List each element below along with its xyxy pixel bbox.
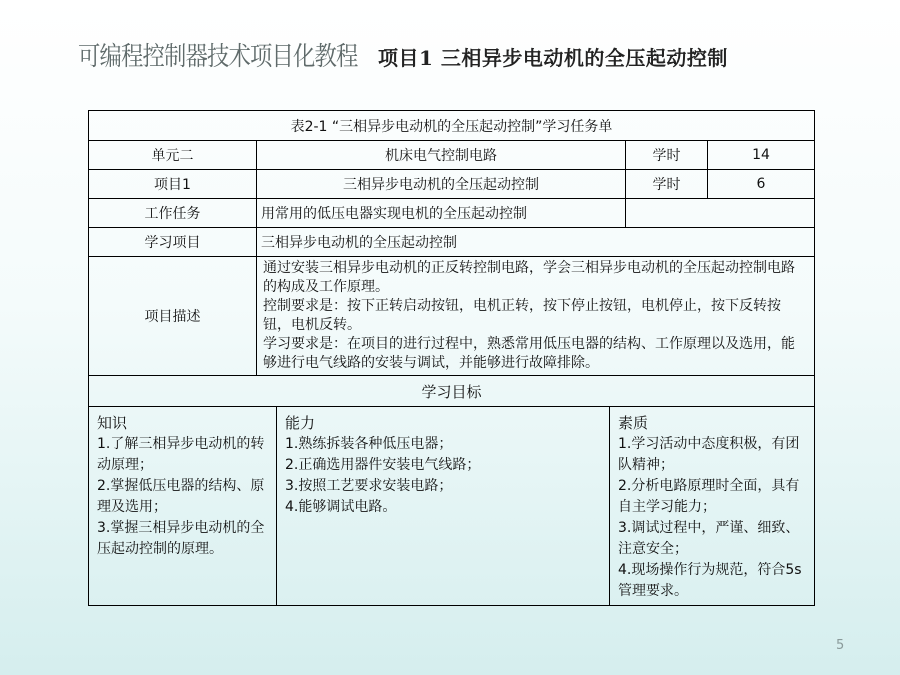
goal-column-knowledge xyxy=(89,407,277,605)
goal-item: 2.正确选用器件安装电气线路； xyxy=(285,457,481,473)
goal-item: 1.熟练拆装各种低压电器； xyxy=(285,436,453,452)
hours-value: 14 xyxy=(708,141,815,170)
description-paragraph: 学习要求是：在项目的进行过程中，熟悉常用低压电器的结构、工作原理以及选用，能够进行电气线路的安装与调试，并能够进行故障排除。 xyxy=(263,336,795,371)
description-paragraph: 通过安装三相异步电动机的正反转控制电路，学会三相异步电动机的全压起动控制电路的构成及工作原理。 xyxy=(263,260,795,295)
goals-heading-row xyxy=(89,376,815,407)
row-value-unit: 机床电气控制电路 xyxy=(257,141,626,170)
table-row xyxy=(89,141,815,170)
goal-item: 3.调试过程中，严谨、细致、注意安全； xyxy=(618,520,800,557)
goal-column-quality xyxy=(610,407,813,605)
goal-item: 3.按照工艺要求安装电路； xyxy=(285,478,453,494)
table-caption-row xyxy=(89,111,815,141)
table-row xyxy=(89,228,815,257)
goals-heading: 学习目标 xyxy=(89,376,815,407)
goal-column-ability xyxy=(277,407,610,605)
goal-item: 3.掌握三相异步电动机的全压起动控制的原理。 xyxy=(97,520,265,557)
goals-columns xyxy=(89,407,814,605)
project-title: 项目1 三相异步电动机的全压起动控制 xyxy=(378,46,728,70)
goal-item: 2.掌握低压电器的结构、原理及选用； xyxy=(97,478,265,515)
row-label-work-task: 工作任务 xyxy=(89,199,257,228)
goal-item: 4.能够调试电路。 xyxy=(285,499,397,515)
row-label-unit: 单元二 xyxy=(89,141,257,170)
description-label: 项目描述 xyxy=(89,257,257,376)
hours-label: 学时 xyxy=(626,170,708,199)
row-label-learning-project: 学习项目 xyxy=(89,228,257,257)
goal-title: 能力 xyxy=(285,414,316,432)
goal-item: 4.现场操作行为规范，符合5s管理要求。 xyxy=(618,562,802,599)
table-row xyxy=(89,199,815,228)
row-value-learning-project: 三相异步电动机的全压起动控制 xyxy=(257,228,815,257)
hours-label: 学时 xyxy=(626,141,708,170)
slide-header xyxy=(0,30,900,80)
empty-cell xyxy=(626,199,815,228)
goal-item: 1.了解三相异步电动机的转动原理； xyxy=(97,436,265,473)
goal-item: 1.学习活动中态度积极，有团队精神； xyxy=(618,436,800,473)
table-caption: 表2-1 “三相异步电动机的全压起动控制”学习任务单 xyxy=(89,111,815,141)
course-title: 可编程控制器技术项目化教程 xyxy=(78,42,358,72)
goal-item: 2.分析电路原理时全面，具有自主学习能力； xyxy=(618,478,800,515)
page-number: 5 xyxy=(836,638,845,653)
table-row xyxy=(89,170,815,199)
row-value-project: 三相异步电动机的全压起动控制 xyxy=(257,170,626,199)
description-paragraph: 控制要求是：按下正转启动按钮，电机正转，按下停止按钮，电机停止，按下反转按钮，电机反转。 xyxy=(263,298,781,333)
hours-value: 6 xyxy=(708,170,815,199)
goals-row xyxy=(89,407,815,606)
row-label-project: 项目1 xyxy=(89,170,257,199)
description-row xyxy=(89,257,815,376)
task-sheet-table xyxy=(88,110,815,606)
goals-cell xyxy=(89,407,815,606)
row-value-work-task: 用常用的低压电器实现电机的全压起动控制 xyxy=(257,199,626,228)
goal-title: 知识 xyxy=(97,414,128,432)
goal-title: 素质 xyxy=(618,414,649,432)
description-content xyxy=(257,257,815,376)
